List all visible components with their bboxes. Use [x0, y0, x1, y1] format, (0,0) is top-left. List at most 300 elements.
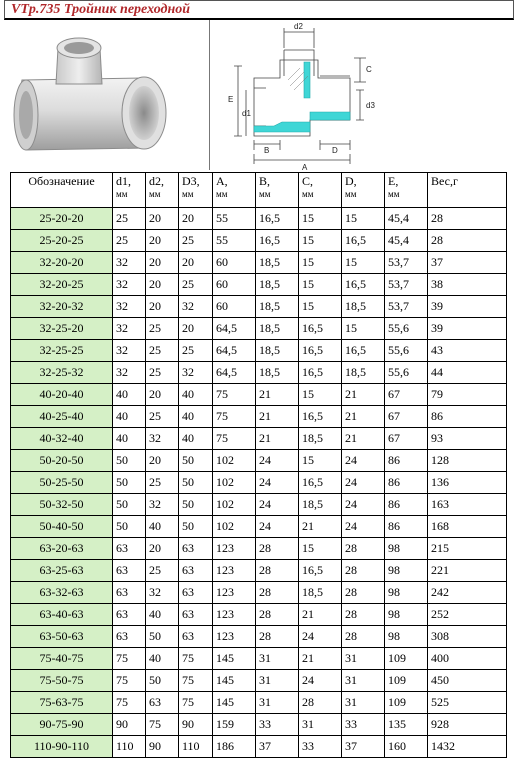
- label-d3: d3: [366, 101, 375, 110]
- value-cell: 18,5: [256, 296, 299, 318]
- value-cell: 50: [179, 472, 213, 494]
- value-cell: 53,7: [385, 274, 428, 296]
- value-cell: 75: [146, 714, 179, 736]
- table-row: [11, 274, 507, 296]
- column-header-name: Вес,г: [431, 174, 458, 188]
- value-cell: 86: [385, 516, 428, 538]
- value-cell: 102: [213, 472, 256, 494]
- value-cell: 50: [179, 494, 213, 516]
- column-header-unit: мм: [259, 189, 271, 199]
- value-cell: 40: [113, 428, 146, 450]
- table-row: [11, 626, 507, 648]
- value-cell: 32: [113, 296, 146, 318]
- value-cell: 20: [179, 318, 213, 340]
- value-cell: 55: [213, 208, 256, 230]
- technical-drawing: [210, 20, 514, 170]
- designation-cell: 25-20-25: [11, 230, 113, 252]
- value-cell: 50: [113, 450, 146, 472]
- designation-cell: 75-40-75: [11, 648, 113, 670]
- specification-table: [10, 172, 507, 758]
- value-cell: 45,4: [385, 208, 428, 230]
- value-cell: 31: [342, 648, 385, 670]
- value-cell: 63: [146, 692, 179, 714]
- value-cell: 159: [213, 714, 256, 736]
- value-cell: 16,5: [299, 406, 342, 428]
- column-header-name: A,: [216, 174, 228, 188]
- value-cell: 63: [113, 560, 146, 582]
- value-cell: 16,5: [342, 230, 385, 252]
- designation-cell: 110-90-110: [11, 736, 113, 758]
- value-cell: 28: [256, 604, 299, 626]
- value-cell: 18,5: [256, 362, 299, 384]
- column-header-name: C,: [302, 174, 314, 188]
- value-cell: 90: [179, 714, 213, 736]
- table-row: [11, 384, 507, 406]
- value-cell: 25: [146, 318, 179, 340]
- value-cell: 90: [146, 736, 179, 758]
- table-row: [11, 736, 507, 758]
- value-cell: 163: [428, 494, 507, 516]
- value-cell: 15: [299, 450, 342, 472]
- value-cell: 21: [256, 428, 299, 450]
- table-row: [11, 604, 507, 626]
- value-cell: 20: [146, 538, 179, 560]
- value-cell: 40: [179, 428, 213, 450]
- value-cell: 53,7: [385, 252, 428, 274]
- tee-fitting-image: [4, 20, 210, 170]
- column-header-name: B,: [259, 174, 271, 188]
- value-cell: 63: [179, 626, 213, 648]
- dimension-drawing: [210, 20, 514, 170]
- table-row: [11, 670, 507, 692]
- value-cell: 110: [179, 736, 213, 758]
- value-cell: 98: [385, 538, 428, 560]
- value-cell: 60: [213, 296, 256, 318]
- column-header-name: d1,: [116, 174, 131, 188]
- value-cell: 31: [256, 648, 299, 670]
- value-cell: 50: [179, 516, 213, 538]
- value-cell: 215: [428, 538, 507, 560]
- value-cell: 221: [428, 560, 507, 582]
- designation-cell: 75-50-75: [11, 670, 113, 692]
- value-cell: 24: [256, 472, 299, 494]
- value-cell: 16,5: [342, 340, 385, 362]
- column-header-name: d2,: [149, 174, 164, 188]
- column-header-unit: мм: [345, 189, 357, 199]
- value-cell: 40: [179, 406, 213, 428]
- value-cell: 32: [113, 274, 146, 296]
- designation-cell: 50-32-50: [11, 494, 113, 516]
- value-cell: 20: [146, 274, 179, 296]
- value-cell: 24: [342, 450, 385, 472]
- column-header-8: [385, 173, 428, 208]
- designation-cell: 75-63-75: [11, 692, 113, 714]
- value-cell: 18,5: [342, 296, 385, 318]
- value-cell: 20: [146, 296, 179, 318]
- value-cell: 98: [385, 604, 428, 626]
- designation-cell: 90-75-90: [11, 714, 113, 736]
- value-cell: 400: [428, 648, 507, 670]
- value-cell: 28: [342, 538, 385, 560]
- value-cell: 28: [256, 560, 299, 582]
- value-cell: 15: [299, 538, 342, 560]
- table-row: [11, 538, 507, 560]
- value-cell: 98: [385, 626, 428, 648]
- value-cell: 64,5: [213, 318, 256, 340]
- value-cell: 18,5: [256, 252, 299, 274]
- value-cell: 24: [299, 670, 342, 692]
- label-c: C: [366, 65, 372, 74]
- designation-cell: 40-32-40: [11, 428, 113, 450]
- table-row: [11, 692, 507, 714]
- value-cell: 450: [428, 670, 507, 692]
- value-cell: 32: [179, 362, 213, 384]
- value-cell: 16,5: [299, 472, 342, 494]
- value-cell: 50: [113, 494, 146, 516]
- designation-cell: 63-32-63: [11, 582, 113, 604]
- table-body: [11, 208, 507, 758]
- value-cell: 16,5: [299, 362, 342, 384]
- value-cell: 32: [113, 318, 146, 340]
- value-cell: 21: [342, 406, 385, 428]
- value-cell: 145: [213, 670, 256, 692]
- table-row: [11, 252, 507, 274]
- value-cell: 110: [113, 736, 146, 758]
- value-cell: 86: [385, 450, 428, 472]
- value-cell: 109: [385, 692, 428, 714]
- value-cell: 135: [385, 714, 428, 736]
- column-header-unit: мм: [149, 189, 161, 199]
- value-cell: 98: [385, 560, 428, 582]
- value-cell: 21: [342, 384, 385, 406]
- column-header-3: [179, 173, 213, 208]
- designation-cell: 32-20-20: [11, 252, 113, 274]
- value-cell: 75: [113, 648, 146, 670]
- value-cell: 38: [428, 274, 507, 296]
- value-cell: 33: [342, 714, 385, 736]
- value-cell: 20: [146, 230, 179, 252]
- value-cell: 123: [213, 560, 256, 582]
- value-cell: 93: [428, 428, 507, 450]
- table-row: [11, 318, 507, 340]
- value-cell: 28: [256, 626, 299, 648]
- value-cell: 24: [342, 516, 385, 538]
- value-cell: 63: [113, 582, 146, 604]
- table-row: [11, 714, 507, 736]
- value-cell: 145: [213, 648, 256, 670]
- page-title: VTp.735 Тройник переходной: [11, 2, 191, 17]
- value-cell: 32: [113, 252, 146, 274]
- designation-cell: 32-25-25: [11, 340, 113, 362]
- value-cell: 75: [179, 648, 213, 670]
- label-d2: d2: [294, 22, 303, 31]
- value-cell: 75: [113, 670, 146, 692]
- designation-cell: 63-25-63: [11, 560, 113, 582]
- value-cell: 32: [146, 494, 179, 516]
- value-cell: 28: [428, 208, 507, 230]
- value-cell: 63: [179, 538, 213, 560]
- column-header-6: [299, 173, 342, 208]
- value-cell: 32: [179, 296, 213, 318]
- value-cell: 33: [256, 714, 299, 736]
- value-cell: 20: [146, 384, 179, 406]
- value-cell: 40: [146, 604, 179, 626]
- title-bar: [4, 0, 514, 20]
- table-row: [11, 296, 507, 318]
- value-cell: 252: [428, 604, 507, 626]
- value-cell: 18,5: [256, 340, 299, 362]
- value-cell: 28: [299, 692, 342, 714]
- value-cell: 75: [179, 692, 213, 714]
- designation-cell: 32-25-20: [11, 318, 113, 340]
- value-cell: 123: [213, 582, 256, 604]
- value-cell: 67: [385, 384, 428, 406]
- value-cell: 20: [179, 208, 213, 230]
- designation-cell: 25-20-20: [11, 208, 113, 230]
- table-row: [11, 582, 507, 604]
- value-cell: 21: [256, 406, 299, 428]
- value-cell: 25: [179, 230, 213, 252]
- value-cell: 28: [256, 538, 299, 560]
- value-cell: 102: [213, 450, 256, 472]
- value-cell: 55,6: [385, 362, 428, 384]
- designation-cell: 40-20-40: [11, 384, 113, 406]
- value-cell: 21: [299, 516, 342, 538]
- value-cell: 40: [113, 406, 146, 428]
- value-cell: 79: [428, 384, 507, 406]
- value-cell: 18,5: [342, 362, 385, 384]
- label-d1: d1: [242, 109, 251, 118]
- table-row: [11, 340, 507, 362]
- value-cell: 20: [146, 208, 179, 230]
- designation-cell: 40-25-40: [11, 406, 113, 428]
- column-header-0: [11, 173, 113, 208]
- value-cell: 18,5: [256, 274, 299, 296]
- value-cell: 25: [113, 230, 146, 252]
- value-cell: 43: [428, 340, 507, 362]
- designation-cell: 63-20-63: [11, 538, 113, 560]
- value-cell: 67: [385, 428, 428, 450]
- table-row: [11, 428, 507, 450]
- column-header-4: [213, 173, 256, 208]
- designation-cell: 32-20-25: [11, 274, 113, 296]
- value-cell: 24: [256, 450, 299, 472]
- value-cell: 50: [146, 670, 179, 692]
- table-header: [11, 173, 507, 208]
- value-cell: 75: [213, 384, 256, 406]
- designation-cell: 63-50-63: [11, 626, 113, 648]
- column-header-name: D,: [345, 174, 357, 188]
- value-cell: 28: [428, 230, 507, 252]
- value-cell: 1432: [428, 736, 507, 758]
- value-cell: 15: [299, 274, 342, 296]
- value-cell: 15: [342, 318, 385, 340]
- value-cell: 25: [113, 208, 146, 230]
- value-cell: 16,5: [256, 230, 299, 252]
- value-cell: 60: [213, 252, 256, 274]
- table-row: [11, 516, 507, 538]
- column-header-unit: мм: [216, 189, 228, 199]
- value-cell: 18,5: [299, 494, 342, 516]
- value-cell: 25: [179, 340, 213, 362]
- value-cell: 28: [342, 582, 385, 604]
- value-cell: 21: [256, 384, 299, 406]
- table-row: [11, 472, 507, 494]
- value-cell: 31: [256, 670, 299, 692]
- value-cell: 15: [342, 252, 385, 274]
- value-cell: 44: [428, 362, 507, 384]
- column-header-1: [113, 173, 146, 208]
- product-photo: [4, 20, 210, 170]
- value-cell: 37: [428, 252, 507, 274]
- column-header-unit: мм: [388, 189, 400, 199]
- value-cell: 102: [213, 494, 256, 516]
- value-cell: 39: [428, 296, 507, 318]
- value-cell: 15: [299, 252, 342, 274]
- value-cell: 25: [179, 274, 213, 296]
- designation-cell: 50-20-50: [11, 450, 113, 472]
- column-header-9: [428, 173, 507, 208]
- table-header-row: [11, 173, 507, 208]
- value-cell: 16,5: [299, 340, 342, 362]
- designation-cell: 50-40-50: [11, 516, 113, 538]
- value-cell: 40: [179, 384, 213, 406]
- value-cell: 63: [113, 626, 146, 648]
- value-cell: 40: [113, 384, 146, 406]
- value-cell: 16,5: [299, 560, 342, 582]
- value-cell: 63: [179, 560, 213, 582]
- value-cell: 64,5: [213, 340, 256, 362]
- table-row: [11, 406, 507, 428]
- value-cell: 55,6: [385, 318, 428, 340]
- value-cell: 37: [342, 736, 385, 758]
- value-cell: 24: [256, 494, 299, 516]
- value-cell: 136: [428, 472, 507, 494]
- column-header-5: [256, 173, 299, 208]
- value-cell: 98: [385, 582, 428, 604]
- value-cell: 75: [213, 428, 256, 450]
- value-cell: 15: [299, 384, 342, 406]
- value-cell: 28: [342, 626, 385, 648]
- value-cell: 37: [256, 736, 299, 758]
- column-header-name: D3,: [182, 174, 200, 188]
- value-cell: 525: [428, 692, 507, 714]
- value-cell: 20: [146, 252, 179, 274]
- value-cell: 60: [213, 274, 256, 296]
- label-a: A: [302, 163, 308, 170]
- value-cell: 86: [385, 494, 428, 516]
- value-cell: 18,5: [299, 428, 342, 450]
- value-cell: 21: [299, 604, 342, 626]
- value-cell: 50: [146, 626, 179, 648]
- designation-cell: 63-40-63: [11, 604, 113, 626]
- value-cell: 55,6: [385, 340, 428, 362]
- value-cell: 31: [299, 714, 342, 736]
- value-cell: 63: [113, 604, 146, 626]
- value-cell: 24: [256, 516, 299, 538]
- value-cell: 15: [299, 296, 342, 318]
- value-cell: 90: [113, 714, 146, 736]
- value-cell: 86: [385, 472, 428, 494]
- value-cell: 123: [213, 604, 256, 626]
- column-header-name: E,: [388, 174, 399, 188]
- value-cell: 186: [213, 736, 256, 758]
- value-cell: 102: [213, 516, 256, 538]
- value-cell: 31: [342, 670, 385, 692]
- value-cell: 32: [113, 362, 146, 384]
- value-cell: 16,5: [256, 208, 299, 230]
- value-cell: 24: [342, 472, 385, 494]
- value-cell: 63: [113, 538, 146, 560]
- value-cell: 39: [428, 318, 507, 340]
- value-cell: 28: [342, 604, 385, 626]
- column-header-unit: мм: [302, 189, 314, 199]
- value-cell: 33: [299, 736, 342, 758]
- value-cell: 25: [146, 340, 179, 362]
- designation-cell: 50-25-50: [11, 472, 113, 494]
- value-cell: 75: [113, 692, 146, 714]
- value-cell: 21: [299, 648, 342, 670]
- value-cell: 64,5: [213, 362, 256, 384]
- value-cell: 123: [213, 626, 256, 648]
- value-cell: 15: [342, 208, 385, 230]
- value-cell: 123: [213, 538, 256, 560]
- value-cell: 53,7: [385, 296, 428, 318]
- value-cell: 32: [146, 428, 179, 450]
- value-cell: 168: [428, 516, 507, 538]
- table-row: [11, 494, 507, 516]
- value-cell: 50: [179, 450, 213, 472]
- value-cell: 75: [213, 406, 256, 428]
- value-cell: 32: [113, 340, 146, 362]
- value-cell: 15: [299, 230, 342, 252]
- label-b: B: [264, 146, 270, 155]
- value-cell: 25: [146, 472, 179, 494]
- table-row: [11, 560, 507, 582]
- value-cell: 50: [113, 516, 146, 538]
- column-header-2: [146, 173, 179, 208]
- value-cell: 28: [256, 582, 299, 604]
- value-cell: 86: [428, 406, 507, 428]
- value-cell: 145: [213, 692, 256, 714]
- value-cell: 50: [113, 472, 146, 494]
- table-row: [11, 648, 507, 670]
- value-cell: 16,5: [342, 274, 385, 296]
- designation-cell: 32-25-32: [11, 362, 113, 384]
- value-cell: 109: [385, 670, 428, 692]
- value-cell: 109: [385, 648, 428, 670]
- column-header-7: [342, 173, 385, 208]
- value-cell: 20: [179, 252, 213, 274]
- value-cell: 63: [179, 582, 213, 604]
- value-cell: 16,5: [299, 318, 342, 340]
- value-cell: 242: [428, 582, 507, 604]
- label-d: D: [332, 146, 338, 155]
- value-cell: 75: [179, 670, 213, 692]
- label-e: E: [228, 95, 234, 104]
- value-cell: 128: [428, 450, 507, 472]
- table-row: [11, 230, 507, 252]
- value-cell: 21: [342, 428, 385, 450]
- table-row: [11, 362, 507, 384]
- value-cell: 31: [256, 692, 299, 714]
- value-cell: 24: [299, 626, 342, 648]
- value-cell: 28: [342, 560, 385, 582]
- value-cell: 55: [213, 230, 256, 252]
- value-cell: 40: [146, 648, 179, 670]
- value-cell: 160: [385, 736, 428, 758]
- value-cell: 20: [146, 450, 179, 472]
